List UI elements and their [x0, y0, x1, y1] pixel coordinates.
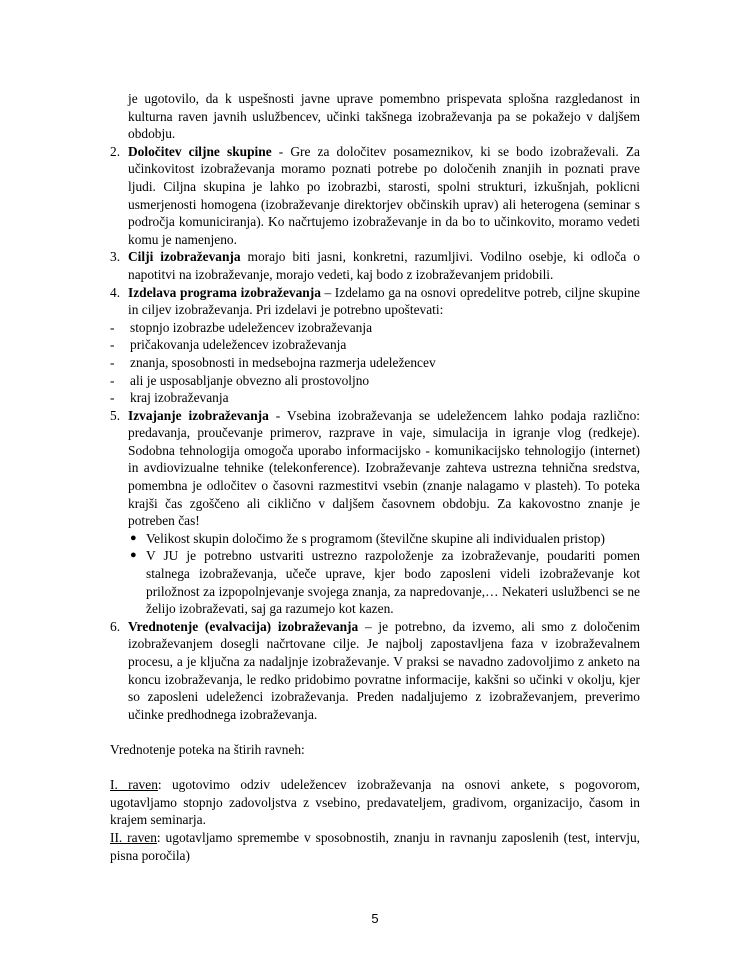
item-number: 2.: [110, 143, 121, 159]
spacer: [110, 759, 640, 777]
dash-marker: -: [110, 337, 115, 353]
dash-marker: -: [110, 354, 115, 370]
item-title: Izvajanje izobraževanja: [128, 407, 269, 423]
item-number: 3.: [110, 249, 121, 265]
page-content: [110, 90, 640, 864]
dash-list-item: [110, 319, 640, 337]
dash-marker: -: [110, 319, 115, 335]
dash-list-item: [110, 389, 640, 407]
level-label: I. raven: [110, 777, 158, 793]
bullet-icon: ●: [130, 549, 137, 562]
item-number: 6.: [110, 618, 121, 634]
level-text: : ugotavljamo spremembe v sposobnostih, znanju in ravnanju zaposlenih (test, intervju, pisna poročila): [110, 829, 640, 863]
bullet-text: V JU je potrebno ustvariti ustrezno razpoloženje za izobraževanje, poudariti pomen stalnega izobraževanja, učeče uprave, kjer bodo zaposleni videli izobraževanje kot priložnost za izpopolnjevanje svojega znanja, za napredovanje,… Nekateri uslužbenci se ne želijo izobraževati, saj ga razumejo kot kazen.: [146, 548, 640, 617]
level-1-paragraph: [110, 776, 640, 829]
item-text: morajo biti jasni, konkretni, razumljivi. Vodilno osebje, ki odloča o napotitvi na izobraževanje, morajo vedeti, kaj bodo z izobraževanjem pridobili.: [128, 249, 641, 282]
level-text: : ugotovimo odziv udeležencev izobraževanja na osnovi ankete, s pogovorom, ugotavljamo stopnjo zadovoljstva z vsebino, predavateljem, gradivom, organizacijo, časom in krajem seminarja.: [110, 777, 640, 828]
item-title: Določitev ciljne skupine: [128, 143, 272, 159]
bullet-list-item: [110, 530, 640, 548]
dash-list-item: [110, 336, 640, 354]
levels-intro: Vrednotenje poteka na štirih ravneh:: [110, 741, 305, 757]
dash-marker: -: [110, 372, 115, 388]
level-label: II. raven: [110, 829, 157, 845]
dash-item-text: pričakovanja udeležencev izobraževanja: [130, 337, 347, 353]
bullet-icon: ●: [130, 531, 137, 544]
item-title: Izdelava programa izobraževanja: [128, 284, 321, 300]
list-item-3: [110, 248, 640, 283]
bullet-list-item: [110, 547, 640, 617]
spacer: [110, 723, 640, 741]
list-item-5: [110, 407, 640, 530]
intro-continuation: je ugotovilo, da k uspešnosti javne uprave pomembno prispevata splošna razgledanost in kulturna raven javnih uslužbencev, učinki takšnega izobraževanja pa se pokažejo v daljšem obdobju.: [128, 91, 640, 142]
item-number: 5.: [110, 407, 121, 423]
page-number: 5: [371, 911, 379, 926]
dash-item-text: kraj izobraževanja: [130, 390, 229, 406]
item-text: – Izdelamo ga na osnovi opredelitve potreb, ciljne skupine in ciljev izobraževanja. Pri izdelavi je potrebno upoštevati:: [128, 284, 640, 318]
item-text: - Vsebina izobraževanja se udeležencem lahko podaja različno: predavanja, proučevanje primerov, razprave in vaje, simulacija in igranje vlog (redkeje). Sodobna tehnologija omogoča uporabo informacijsko - komunikacijsko tehnologijo (internet) in avdiovizualne tehnike (telekonference). Izobraževanje zahteva ustrezna tehnična sredstva, pomembna je odločitev o časovni razmestitvi vsebin (znanje nalagamo v plasteh). To poteka krajši čas zgoščeno ali ciklično v daljšem časovnem obdobju. Za kakovostno znanje je potreben čas!: [128, 407, 640, 529]
item-title: Cilji izobraževanja: [128, 249, 241, 265]
list-item-4: [110, 284, 640, 319]
item-title: Vrednotenje (evalvacija) izobraževanja: [128, 618, 359, 634]
list-item-6: [110, 618, 640, 724]
item-text: – je potrebno, da izvemo, ali smo z določenim izobraževanjem dosegli načrtovane cilje. Je najbolj zapostavljena faza v izobraževalnem procesu, a je ključna za nadaljnje izobraževanje. V praksi se navadno zadovoljimo z anketo na koncu izobraževanja, le redko pridobimo povratne informacije, kakšni so učinki v okolju, kjer so zaposleni udeleženci izobraževanja. Preden nadaljujemo z izobraževanjem, preverimo učinke predhodnega izobraževanja.: [128, 618, 640, 722]
level-2-paragraph: [110, 829, 640, 864]
dash-item-text: ali je usposabljanje obvezno ali prostovoljno: [130, 372, 370, 388]
dash-list-item: [110, 354, 640, 372]
bullet-text: Velikost skupin določimo že s programom (številčne skupine ali individualen pristop): [146, 530, 605, 546]
dash-list-item: [110, 372, 640, 390]
dash-item-text: stopnjo izobrazbe udeležencev izobraževanja: [130, 319, 373, 335]
dash-marker: -: [110, 390, 115, 406]
item-number: 4.: [110, 284, 121, 300]
list-item-2: [110, 143, 640, 249]
item-text: - Gre za določitev posameznikov, ki se bodo izobraževali. Za učinkovitost izobraževanja moramo poznati potrebe po določenih znanjih in poznati prave ljudi. Ciljna skupina je lahko po izobrazbi, starosti, spolni strukturi, izkušnjah, poklicni usmerjenosti homogena (izobraževanje direktorjev občinskih uprav) ali heterogena (seminar s področja komuniciranja). Ko načrtujemo izobraževanje in da bo to učinkovito, moramo vedeti komu je namenjeno.: [128, 143, 641, 247]
dash-item-text: znanja, sposobnosti in medsebojna razmerja udeležencev: [130, 354, 436, 370]
